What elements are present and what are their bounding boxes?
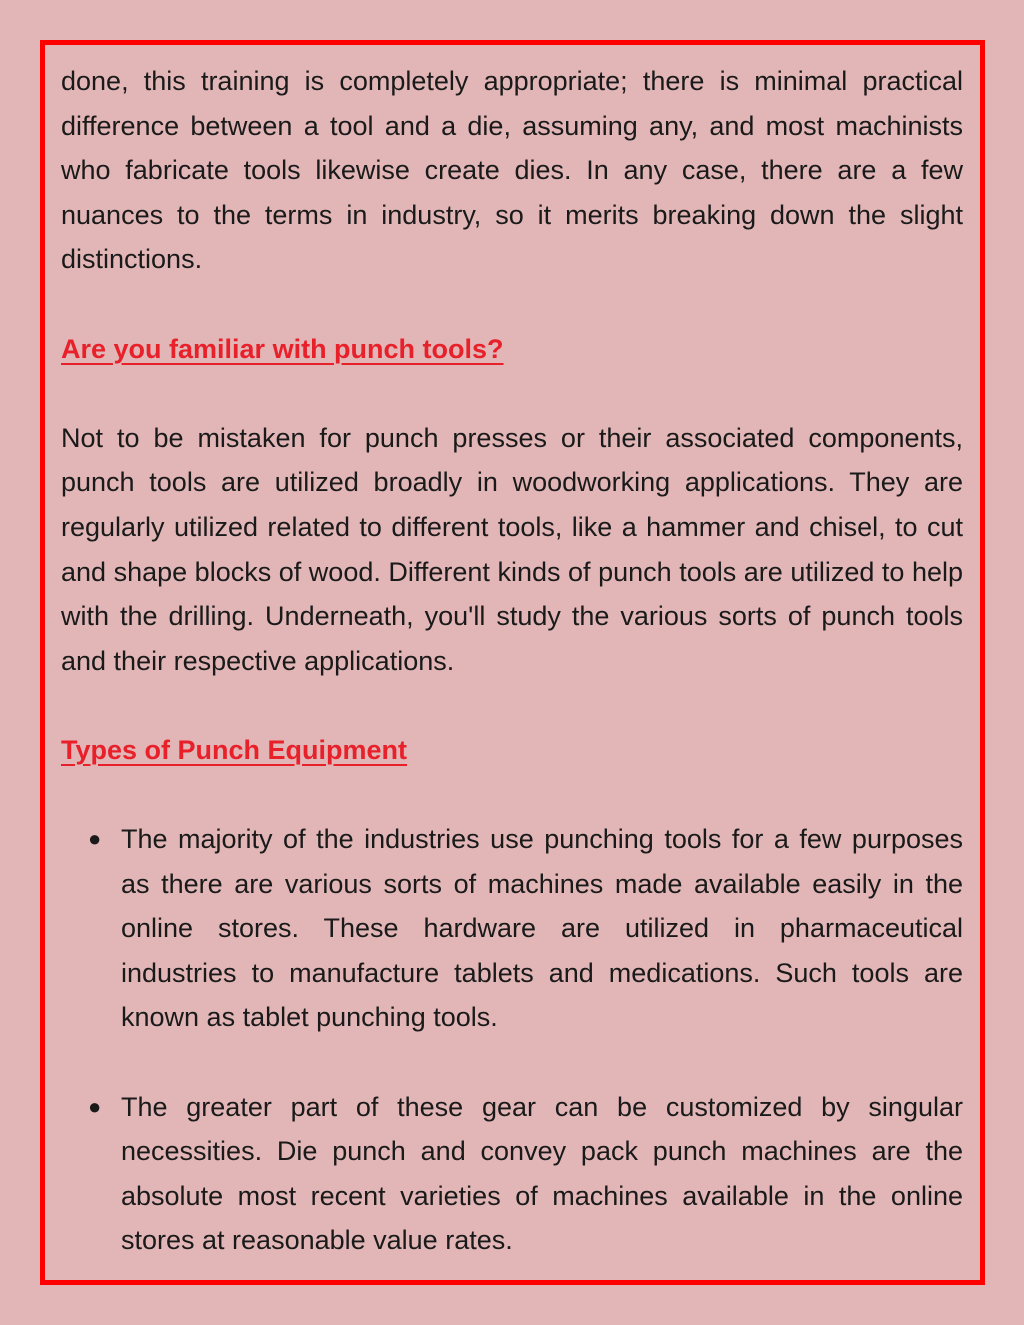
spacer [61,773,963,818]
heading-punch-tools: Are you familiar with punch tools? [61,333,504,364]
list-item [61,1085,963,1263]
spacer [61,371,963,416]
heading-types-of-punch-equipment: Types of Punch Equipment [61,734,408,765]
bullet-icon: ● [88,1093,102,1119]
spacer [61,683,963,728]
punch-tools-paragraph: Not to be mistaken for punch presses or their associated components, punch tools are utilized broadly in woodworking applications. They are regularly utilized related to different tools, like a hammer and chisel, to cut and shape blocks of wood. Different kinds of punch tools are utilized to help with the drilling. Underneath, you'll study the various sorts of punch tools and their respective applications. [61,422,963,676]
spacer [61,282,963,327]
list-item-text: The majority of the industries use punching tools for a few purposes as there are various sorts of machines made available easily in the online stores. These hardware are utilized in pharmaceutical industries to manufacture tablets and medications. Such tools are known as tablet punching tools. [121,824,963,1033]
intro-paragraph: done, this training is completely appropriate; there is minimal practical difference between a tool and a die, assuming any, and most machinists who fabricate tools likewise create dies. In any case, there are a few nuances to the terms in industry, so it merits breaking down the slight distinctions. [61,66,963,275]
punch-equipment-list [61,817,963,1263]
list-item [61,817,963,1040]
document-body [61,59,963,1263]
spacer [61,1040,963,1085]
bullet-icon: ● [88,826,102,852]
list-item-text: The greater part of these gear can be customized by singular necessities. Die punch and convey pack punch machines are the absolute most recent varieties of machines available in the online stores at reasonable value rates. [121,1091,963,1256]
